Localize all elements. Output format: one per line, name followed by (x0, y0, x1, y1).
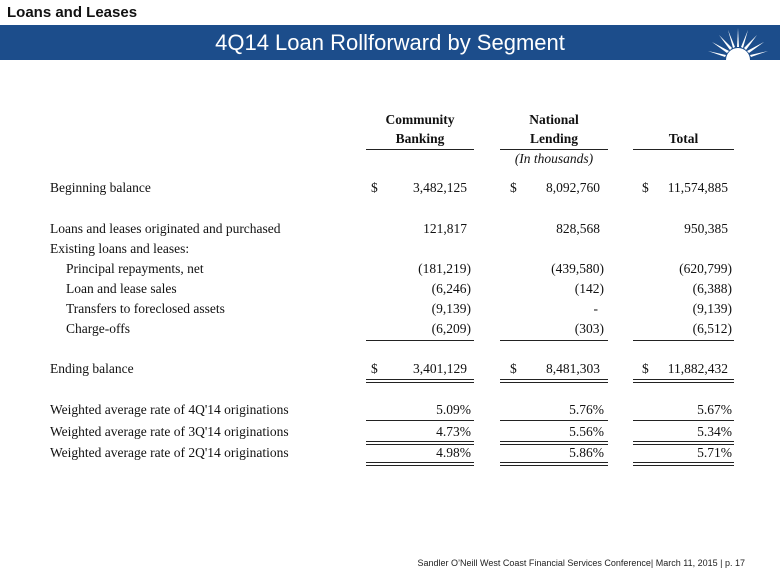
cell-community-rate-2q: 4.98% (436, 445, 471, 460)
rate-underline (500, 420, 608, 421)
header-national-line2: Lending (529, 131, 579, 146)
cell-national-rate-2q: 5.86% (569, 445, 604, 460)
cell-community-ending: 3,401,129 (413, 361, 467, 376)
header-underline (500, 149, 608, 150)
row-label-ending: Ending balance (50, 361, 134, 376)
cell-community-sales: (6,246) (431, 281, 471, 296)
cell-national-beginning: 8,092,760 (546, 180, 600, 195)
cell-total-beginning: 11,574,885 (667, 180, 728, 195)
cell-national-ending: 8,481,303 (546, 361, 600, 376)
cell-total-principal: (620,799) (679, 261, 732, 276)
header-community-line2: Banking (395, 131, 445, 146)
row-label-rate-3q: Weighted average rate of 3Q'14 originations (50, 424, 289, 439)
units-note: (In thousands) (514, 151, 594, 166)
row-label-beginning: Beginning balance (50, 180, 151, 195)
cell-community-rate-4q: 5.09% (436, 402, 471, 417)
total-double-underline (500, 379, 608, 383)
currency-symbol: $ (642, 180, 649, 195)
row-label-originated: Loans and leases originated and purchased (50, 221, 281, 236)
subtotal-underline (500, 340, 608, 341)
subtotal-underline (633, 340, 734, 341)
cell-total-originated: 950,385 (684, 221, 728, 236)
header-total: Total (668, 131, 699, 146)
cell-community-principal: (181,219) (418, 261, 471, 276)
header-underline (633, 149, 734, 150)
row-label-sales: Loan and lease sales (66, 281, 177, 296)
row-label-rate-4q: Weighted average rate of 4Q'14 originations (50, 402, 289, 417)
footer-text: Sandler O’Neill West Coast Financial Services Conference| March 11, 2015 | p. 17 (417, 558, 745, 568)
cell-national-transfers: - (593, 301, 598, 316)
currency-symbol: $ (510, 180, 517, 195)
cell-national-originated: 828,568 (556, 221, 600, 236)
cell-total-transfers: (9,139) (692, 301, 732, 316)
cell-total-sales: (6,388) (692, 281, 732, 296)
rate-double-underline (500, 462, 608, 466)
currency-symbol: $ (642, 361, 649, 376)
rate-double-underline (366, 462, 474, 466)
header-national-line1: National (529, 112, 579, 127)
currency-symbol: $ (510, 361, 517, 376)
row-label-chargeoffs: Charge-offs (66, 321, 130, 336)
cell-national-rate-3q: 5.56% (569, 424, 604, 439)
header-community-line1: Community (385, 112, 455, 127)
cell-community-chargeoffs: (6,209) (431, 321, 471, 336)
row-label-principal: Principal repayments, net (66, 261, 204, 276)
header-underline (366, 149, 474, 150)
cell-total-rate-2q: 5.71% (697, 445, 732, 460)
cell-community-beginning: 3,482,125 (413, 180, 467, 195)
rate-underline (633, 420, 734, 421)
cell-total-ending: 11,882,432 (667, 361, 728, 376)
cell-national-chargeoffs: (303) (574, 321, 604, 336)
row-label-existing: Existing loans and leases: (50, 241, 190, 256)
section-title: Loans and Leases (7, 4, 138, 21)
cell-total-chargeoffs: (6,512) (692, 321, 732, 336)
cell-total-rate-3q: 5.34% (697, 424, 732, 439)
total-double-underline (366, 379, 474, 383)
cell-community-rate-3q: 4.73% (436, 424, 471, 439)
rate-underline (366, 420, 474, 421)
subtotal-underline (366, 340, 474, 341)
row-label-rate-2q: Weighted average rate of 2Q'14 originations (50, 445, 289, 460)
rate-double-underline (633, 462, 734, 466)
cell-community-transfers: (9,139) (431, 301, 471, 316)
row-label-transfers: Transfers to foreclosed assets (66, 301, 225, 316)
cell-community-originated: 121,817 (423, 221, 467, 236)
currency-symbol: $ (371, 361, 378, 376)
cell-total-rate-4q: 5.67% (697, 402, 732, 417)
cell-national-rate-4q: 5.76% (569, 402, 604, 417)
cell-national-principal: (439,580) (551, 261, 604, 276)
cell-national-sales: (142) (574, 281, 604, 296)
currency-symbol: $ (371, 180, 378, 195)
total-double-underline (633, 379, 734, 383)
slide-title: 4Q14 Loan Rollforward by Segment (215, 30, 565, 55)
